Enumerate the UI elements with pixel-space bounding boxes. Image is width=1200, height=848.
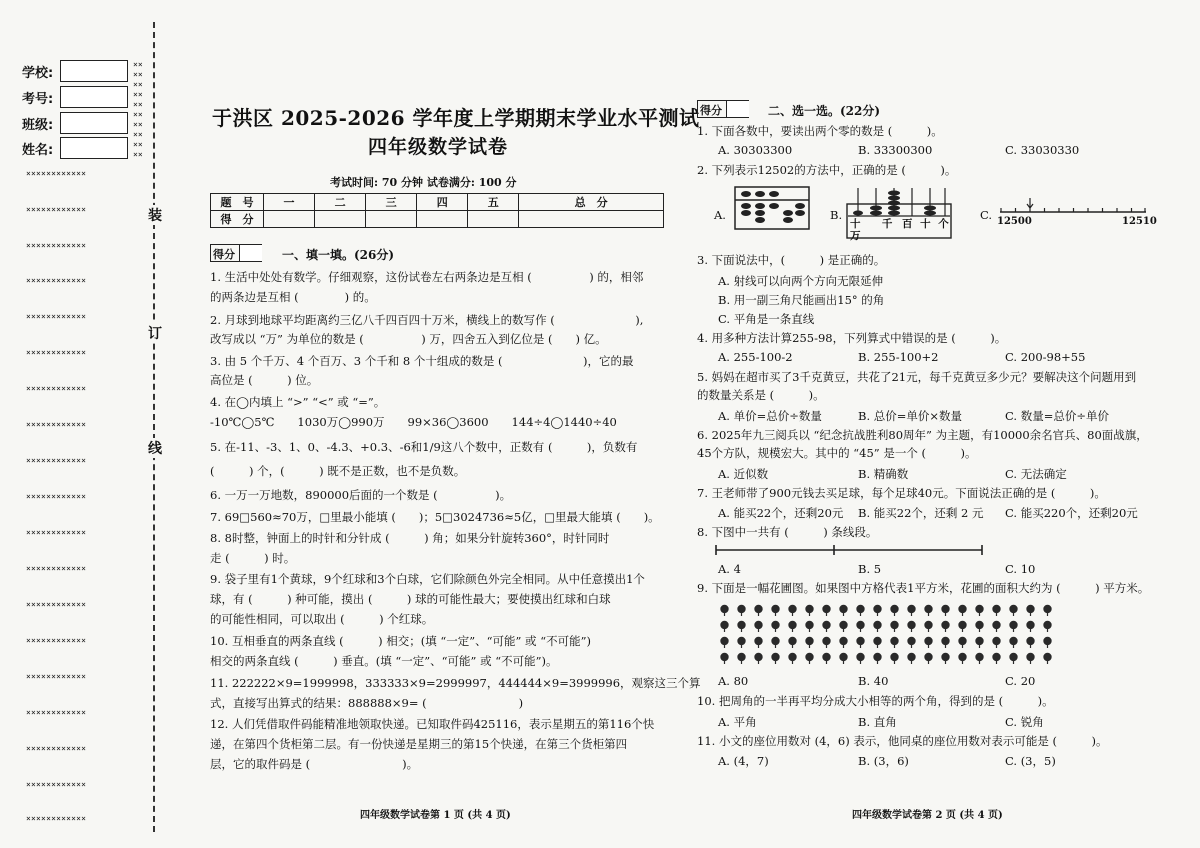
option-c[interactable]: C. 20 bbox=[1005, 674, 1036, 688]
question-q8: 8. 下图中一共有 ( ) 条线段。 bbox=[697, 525, 878, 539]
x-row: ×××××××××××× bbox=[26, 492, 87, 501]
x-row: ×××××××××××× bbox=[26, 456, 87, 465]
flower-mark bbox=[1009, 653, 1017, 664]
question-line: 10. 互相垂直的两条直线 ( ) 相交；(填 “一定”、“可能” 或 “不可能”) bbox=[210, 634, 591, 648]
flower-mark bbox=[992, 653, 1000, 664]
section-score-label: 得分 bbox=[213, 248, 235, 261]
score-cell: 得 分 bbox=[211, 211, 264, 228]
abacus-b-labels bbox=[850, 216, 949, 231]
option-a[interactable]: A. bbox=[714, 208, 726, 222]
question-line: 4. 在◯内填上 “>” “<” 或 “=”。 bbox=[210, 395, 386, 409]
number-line-figure bbox=[998, 198, 1148, 218]
x-row: ×××××××××××× bbox=[26, 169, 87, 178]
flower-mark bbox=[924, 653, 932, 664]
flower-garden-figure bbox=[714, 600, 1066, 668]
flower-mark bbox=[958, 653, 966, 664]
class-label: 班级: bbox=[22, 118, 54, 133]
section-score-input[interactable] bbox=[726, 101, 749, 117]
question-line: 走 ( ) 时。 bbox=[210, 551, 296, 565]
option-c[interactable]: C. 平角是一条直线 bbox=[718, 312, 815, 326]
option-a[interactable]: A. 近似数 bbox=[718, 467, 769, 481]
flower-mark bbox=[924, 605, 932, 616]
flower-mark bbox=[1026, 621, 1034, 632]
x-row: ×××××××××××× bbox=[26, 814, 87, 823]
flower-mark bbox=[941, 605, 949, 616]
option-b[interactable]: B. (3，6) bbox=[858, 754, 909, 768]
score-input[interactable] bbox=[417, 211, 468, 228]
question-line: 的两条边是互相 ( ) 的。 bbox=[210, 290, 376, 304]
question-q5: 5. 妈妈在超市买了3千克黄豆，共花了21元，每千克黄豆多少元？要解决这个问题用到 bbox=[697, 370, 1137, 384]
x-row: ×××××××××××× bbox=[26, 708, 87, 717]
x-mark: ×× bbox=[133, 120, 143, 129]
abacus-label: 百 bbox=[901, 218, 913, 230]
flower-mark bbox=[873, 653, 881, 664]
binding-line bbox=[153, 22, 155, 832]
flower-mark bbox=[1043, 637, 1051, 648]
flower-mark bbox=[873, 605, 881, 616]
name-label: 姓名: bbox=[22, 143, 54, 158]
question-line: 改写成以 “万” 为单位的数是 ( ) 万，四舍五入到亿位是 ( ) 亿。 bbox=[210, 332, 607, 346]
flower-mark bbox=[1009, 621, 1017, 632]
score-cell: 一 bbox=[264, 194, 315, 211]
flower-mark bbox=[890, 653, 898, 664]
question-q9: 9. 下面是一幅花圃图。如果图中方格代表1平方米，花圃的面积大约为 ( ) 平方米。 bbox=[697, 581, 1150, 595]
flower-mark bbox=[1009, 637, 1017, 648]
flower-mark bbox=[720, 637, 728, 648]
school-label: 学校: bbox=[22, 66, 54, 81]
flower-mark bbox=[720, 621, 728, 632]
option-b[interactable]: B. 40 bbox=[858, 674, 889, 688]
flower-mark bbox=[771, 605, 779, 616]
option-c[interactable]: C. 锐角 bbox=[1005, 715, 1044, 729]
flower-mark bbox=[975, 653, 983, 664]
segment-line-figure bbox=[714, 544, 984, 556]
question-q10: 10. 把周角的一半再平均分成大小相等的两个角，得到的是 ( )。 bbox=[697, 694, 1054, 708]
option-c[interactable]: C. 200-98+55 bbox=[1005, 350, 1086, 364]
section2-score-box bbox=[697, 100, 749, 118]
flower-mark bbox=[822, 653, 830, 664]
question-line: 2. 月球到地球平均距离约三亿八千四百四十万米，横线上的数写作 ( ), bbox=[210, 313, 644, 327]
option-a[interactable]: A. (4，7) bbox=[718, 754, 769, 768]
question-q3: 3. 下面说法中，( ) 是正确的。 bbox=[697, 253, 886, 267]
x-mark: ×× bbox=[133, 110, 143, 119]
flower-mark bbox=[907, 653, 915, 664]
flower-mark bbox=[856, 653, 864, 664]
option-c[interactable]: C. 33030330 bbox=[1005, 143, 1080, 157]
flower-mark bbox=[788, 653, 796, 664]
flower-mark bbox=[958, 605, 966, 616]
question-line: -10℃◯5℃ 1030万◯990万 99×36◯3600 144÷4◯1440÷40 bbox=[210, 415, 617, 429]
flower-mark bbox=[890, 621, 898, 632]
question-line: 12. 人们凭借取件码能精准地领取快递。已知取件码425116，表示星期五的第116个快 bbox=[210, 717, 655, 731]
question-line: 5. 在-11、-3、1、0、-4.3、+0.3、-6和1/9这八个数中，正数有 ( )，负数有 bbox=[210, 440, 638, 454]
abacus-label: 万 bbox=[850, 230, 861, 242]
x-mark: ×× bbox=[133, 150, 143, 159]
exam-meta: 考试时间: 70 分钟 试卷满分: 100 分 bbox=[330, 176, 517, 189]
flower-mark bbox=[924, 637, 932, 648]
flower-mark bbox=[856, 637, 864, 648]
option-b[interactable]: B. 能买22个，还剩 2 元 bbox=[858, 506, 984, 520]
question-q7: 7. 王老师带了900元钱去买足球，每个足球40元。下面说法正确的是 ( )。 bbox=[697, 486, 1106, 500]
flower-mark bbox=[839, 637, 847, 648]
flower-mark bbox=[822, 637, 830, 648]
question-q6-line2: 45个方队，规模宏大。其中的 “45” 是一个 ( )。 bbox=[697, 446, 977, 460]
x-row: ×××××××××××× bbox=[26, 528, 87, 537]
flower-mark bbox=[805, 653, 813, 664]
flower-mark bbox=[737, 637, 745, 648]
flower-mark bbox=[788, 621, 796, 632]
question-q6: 6. 2025年九三阅兵以 “纪念抗战胜利80周年” 为主题，有10000余名官兵、80面战旗， bbox=[697, 428, 1148, 442]
option-c[interactable]: C. 无法确定 bbox=[1005, 467, 1067, 481]
x-row: ×××××××××××× bbox=[26, 241, 87, 250]
section1-title: 一、填一填。(26分) bbox=[282, 248, 395, 262]
exam-subtitle: 四年级数学试卷 bbox=[368, 136, 509, 158]
flower-mark bbox=[771, 621, 779, 632]
flower-mark bbox=[907, 637, 915, 648]
flower-mark bbox=[1026, 653, 1034, 664]
question-line: 8. 8时整，钟面上的时针和分针成 ( ) 角；如果分针旋转360°，时针同时 bbox=[210, 531, 610, 545]
score-table-score-row bbox=[211, 211, 664, 228]
x-row: ×××××××××××× bbox=[26, 276, 87, 285]
binding-char: 线 bbox=[148, 438, 162, 458]
flower-mark bbox=[754, 605, 762, 616]
score-input[interactable] bbox=[519, 211, 664, 228]
question-line: 3. 由 5 个千万、4 个百万、3 个千和 8 个十组成的数是 ( )，它的最 bbox=[210, 354, 634, 368]
question-q5-line2: 的数量关系是 ( )。 bbox=[697, 388, 825, 402]
option-c[interactable]: C. (3，5) bbox=[1005, 754, 1056, 768]
flower-mark bbox=[1026, 605, 1034, 616]
tick-label: 12510 bbox=[1122, 216, 1157, 227]
flower-mark bbox=[788, 637, 796, 648]
section-score-label: 得分 bbox=[700, 104, 722, 117]
question-line: ( ) 个，( ) 既不是正数，也不是负数。 bbox=[210, 464, 466, 478]
flower-mark bbox=[839, 653, 847, 664]
x-row: ×××××××××××× bbox=[26, 744, 87, 753]
binding-char: 订 bbox=[148, 323, 162, 343]
question-line: 9. 袋子里有1个黄球，9个红球和3个白球，它们除颜色外完全相同。从中任意摸出1个 bbox=[210, 572, 645, 586]
flower-mark bbox=[1043, 621, 1051, 632]
x-row: ×××××××××××× bbox=[26, 564, 87, 573]
score-cell: 四 bbox=[417, 194, 468, 211]
x-row: ×××××××××××× bbox=[26, 672, 87, 681]
flower-mark bbox=[890, 605, 898, 616]
flower-mark bbox=[1009, 605, 1017, 616]
flower-mark bbox=[720, 653, 728, 664]
score-cell: 总 分 bbox=[519, 194, 664, 211]
flower-mark bbox=[737, 621, 745, 632]
flower-mark bbox=[1026, 637, 1034, 648]
class-field[interactable] bbox=[60, 112, 128, 134]
flower-mark bbox=[771, 653, 779, 664]
abacus-b-figure bbox=[846, 182, 952, 240]
flower-mark bbox=[958, 637, 966, 648]
flower-mark bbox=[805, 605, 813, 616]
flower-mark bbox=[1043, 653, 1051, 664]
flower-mark bbox=[975, 637, 983, 648]
option-a[interactable]: A. 4 bbox=[718, 562, 741, 576]
abacus-label: 十 bbox=[850, 218, 861, 230]
flower-mark bbox=[805, 637, 813, 648]
flower-mark bbox=[754, 621, 762, 632]
question-q11: 11. 小文的座位用数对 (4，6) 表示，他同桌的座位用数对表示可能是 ( )。 bbox=[697, 734, 1108, 748]
question-line: 相交的两条直线 ( ) 垂直。(填 “一定”、“可能” 或 “不可能”)。 bbox=[210, 654, 558, 668]
score-cell: 五 bbox=[468, 194, 519, 211]
option-b[interactable]: B. 33300300 bbox=[858, 143, 933, 157]
flower-mark bbox=[941, 653, 949, 664]
option-c[interactable]: C. 能买220个，还剩20元 bbox=[1005, 506, 1138, 520]
x-mark: ×× bbox=[133, 100, 143, 109]
option-b[interactable]: B. 5 bbox=[858, 562, 882, 576]
flower-mark bbox=[788, 605, 796, 616]
question-q2: 2. 下列表示12502的方法中，正确的是 ( )。 bbox=[697, 163, 957, 177]
x-mark: ×× bbox=[133, 130, 143, 139]
section-score-input[interactable] bbox=[239, 245, 262, 261]
score-input[interactable] bbox=[315, 211, 366, 228]
option-a[interactable]: A. 平角 bbox=[718, 715, 757, 729]
question-line: 11. 222222×9=1999998，333333×9=2999997，444444×9=3999996，观察这三个算 bbox=[210, 676, 701, 690]
section1-score-box bbox=[210, 244, 262, 262]
question-line: 6. 一万一万地数，890000后面的一个数是 ( )。 bbox=[210, 488, 512, 502]
x-mark: ×× bbox=[133, 60, 143, 69]
flower-mark bbox=[771, 637, 779, 648]
option-a[interactable]: A. 射线可以向两个方向无限延伸 bbox=[718, 274, 884, 288]
option-b[interactable]: B. 直角 bbox=[858, 715, 897, 729]
option-a[interactable]: A. 30303300 bbox=[718, 143, 793, 157]
option-a[interactable]: A. 能买22个，还剩20元 bbox=[718, 506, 844, 520]
score-input[interactable] bbox=[366, 211, 417, 228]
flower-mark bbox=[839, 605, 847, 616]
flower-mark bbox=[992, 637, 1000, 648]
question-line: 7. 69□560≈70万，□里最小能填 ( )；5□3024736≈5亿，□里最大能填 ( )。 bbox=[210, 510, 660, 524]
abacus-label: 十 bbox=[920, 218, 931, 230]
question-q4: 4. 用多种方法计算255-98，下列算式中错误的是 ( )。 bbox=[697, 331, 1007, 345]
option-a[interactable]: A. 单价=总价÷数量 bbox=[718, 409, 822, 423]
question-line: 递，在第四个货柜第二层。有一份快递是星期三的第15个快递，在第三个货柜第四 bbox=[210, 737, 628, 751]
flower-mark bbox=[907, 621, 915, 632]
option-b[interactable]: B. 255-100+2 bbox=[858, 350, 939, 364]
flower-mark bbox=[822, 621, 830, 632]
x-row: ×××××××××××× bbox=[26, 348, 87, 357]
exam-number-label: 考号: bbox=[22, 92, 54, 107]
option-a[interactable]: A. 255-100-2 bbox=[718, 350, 793, 364]
score-table bbox=[210, 193, 664, 228]
abacus-label: 千 bbox=[881, 218, 893, 230]
school-field[interactable] bbox=[60, 60, 128, 82]
x-mark: ×× bbox=[133, 80, 143, 89]
question-line: 式，直接写出算式的结果：888888×9= ( ) bbox=[210, 696, 524, 710]
flower-mark bbox=[754, 637, 762, 648]
question-line: 的可能性相同，可以取出 ( ) 个红球。 bbox=[210, 612, 434, 626]
flower-mark bbox=[992, 621, 1000, 632]
option-c[interactable]: C. 数量=总价÷单价 bbox=[1005, 409, 1109, 423]
flower-mark bbox=[975, 621, 983, 632]
score-cell: 题 号 bbox=[211, 194, 264, 211]
page1-footer: 四年级数学试卷第 1 页 (共 4 页) bbox=[360, 810, 511, 821]
score-cell: 二 bbox=[315, 194, 366, 211]
flower-mark bbox=[975, 605, 983, 616]
binding-char: 装 bbox=[148, 205, 162, 225]
x-row: ×××××××××××× bbox=[26, 420, 87, 429]
option-b[interactable]: B. 精确数 bbox=[858, 467, 909, 481]
section2-title: 二、选一选。(22分) bbox=[768, 104, 881, 118]
x-row: ×××××××××××× bbox=[26, 636, 87, 645]
option-c[interactable]: C. 10 bbox=[1005, 562, 1036, 576]
flower-mark bbox=[890, 637, 898, 648]
flower-mark bbox=[941, 637, 949, 648]
option-b[interactable]: B. bbox=[830, 208, 843, 222]
page2-footer: 四年级数学试卷第 2 页 (共 4 页) bbox=[852, 810, 1003, 821]
flower-mark bbox=[856, 605, 864, 616]
flower-mark bbox=[737, 605, 745, 616]
exam-title: 于洪区 2025-2026 学年度上学期期末学业水平测试 bbox=[212, 106, 700, 130]
name-field[interactable] bbox=[60, 137, 128, 159]
question-q1: 1. 下面各数中，要读出两个零的数是 ( )。 bbox=[697, 124, 943, 138]
flower-mark bbox=[958, 621, 966, 632]
x-mark: ×× bbox=[133, 140, 143, 149]
x-mark: ×× bbox=[133, 90, 143, 99]
score-table-header-row bbox=[211, 194, 664, 211]
flower-mark bbox=[873, 637, 881, 648]
abacus-label: 个 bbox=[938, 218, 949, 230]
flower-mark bbox=[822, 605, 830, 616]
x-row: ×××××××××××× bbox=[26, 780, 87, 789]
flower-mark bbox=[941, 621, 949, 632]
flower-mark bbox=[924, 621, 932, 632]
flower-mark bbox=[720, 605, 728, 616]
x-row: ×××××××××××× bbox=[26, 312, 87, 321]
option-c[interactable]: C. bbox=[980, 208, 993, 222]
option-b[interactable]: B. 用一副三角尺能画出15° 的角 bbox=[718, 293, 885, 307]
flower-mark bbox=[907, 605, 915, 616]
flower-mark bbox=[754, 653, 762, 664]
flower-mark bbox=[856, 621, 864, 632]
score-input[interactable] bbox=[264, 211, 315, 228]
x-row: ×××××××××××× bbox=[26, 384, 87, 393]
question-line: 层，它的取件码是 ( )。 bbox=[210, 757, 419, 771]
flower-mark bbox=[1043, 605, 1051, 616]
option-b[interactable]: B. 总价=单价×数量 bbox=[858, 409, 963, 423]
flower-mark bbox=[873, 621, 881, 632]
question-line: 1. 生活中处处有数学。仔细观察，这份试卷左右两条边是互相 ( ) 的，相邻 bbox=[210, 270, 644, 284]
flower-mark bbox=[839, 621, 847, 632]
x-row: ×××××××××××× bbox=[26, 205, 87, 214]
question-line: 高位是 ( ) 位。 bbox=[210, 373, 319, 387]
score-input[interactable] bbox=[468, 211, 519, 228]
question-line: 球，有 ( ) 种可能，摸出 ( ) 球的可能性最大；要使摸出红球和白球 bbox=[210, 592, 611, 606]
x-mark: ×× bbox=[133, 70, 143, 79]
tick-label: 12500 bbox=[997, 216, 1032, 227]
exam-number-field[interactable] bbox=[60, 86, 128, 108]
x-row: ×××××××××××× bbox=[26, 600, 87, 609]
option-a[interactable]: A. 80 bbox=[718, 674, 749, 688]
flower-mark bbox=[992, 605, 1000, 616]
abacus-a-figure bbox=[734, 186, 810, 230]
flower-mark bbox=[805, 621, 813, 632]
score-cell: 三 bbox=[366, 194, 417, 211]
flower-mark bbox=[737, 653, 745, 664]
